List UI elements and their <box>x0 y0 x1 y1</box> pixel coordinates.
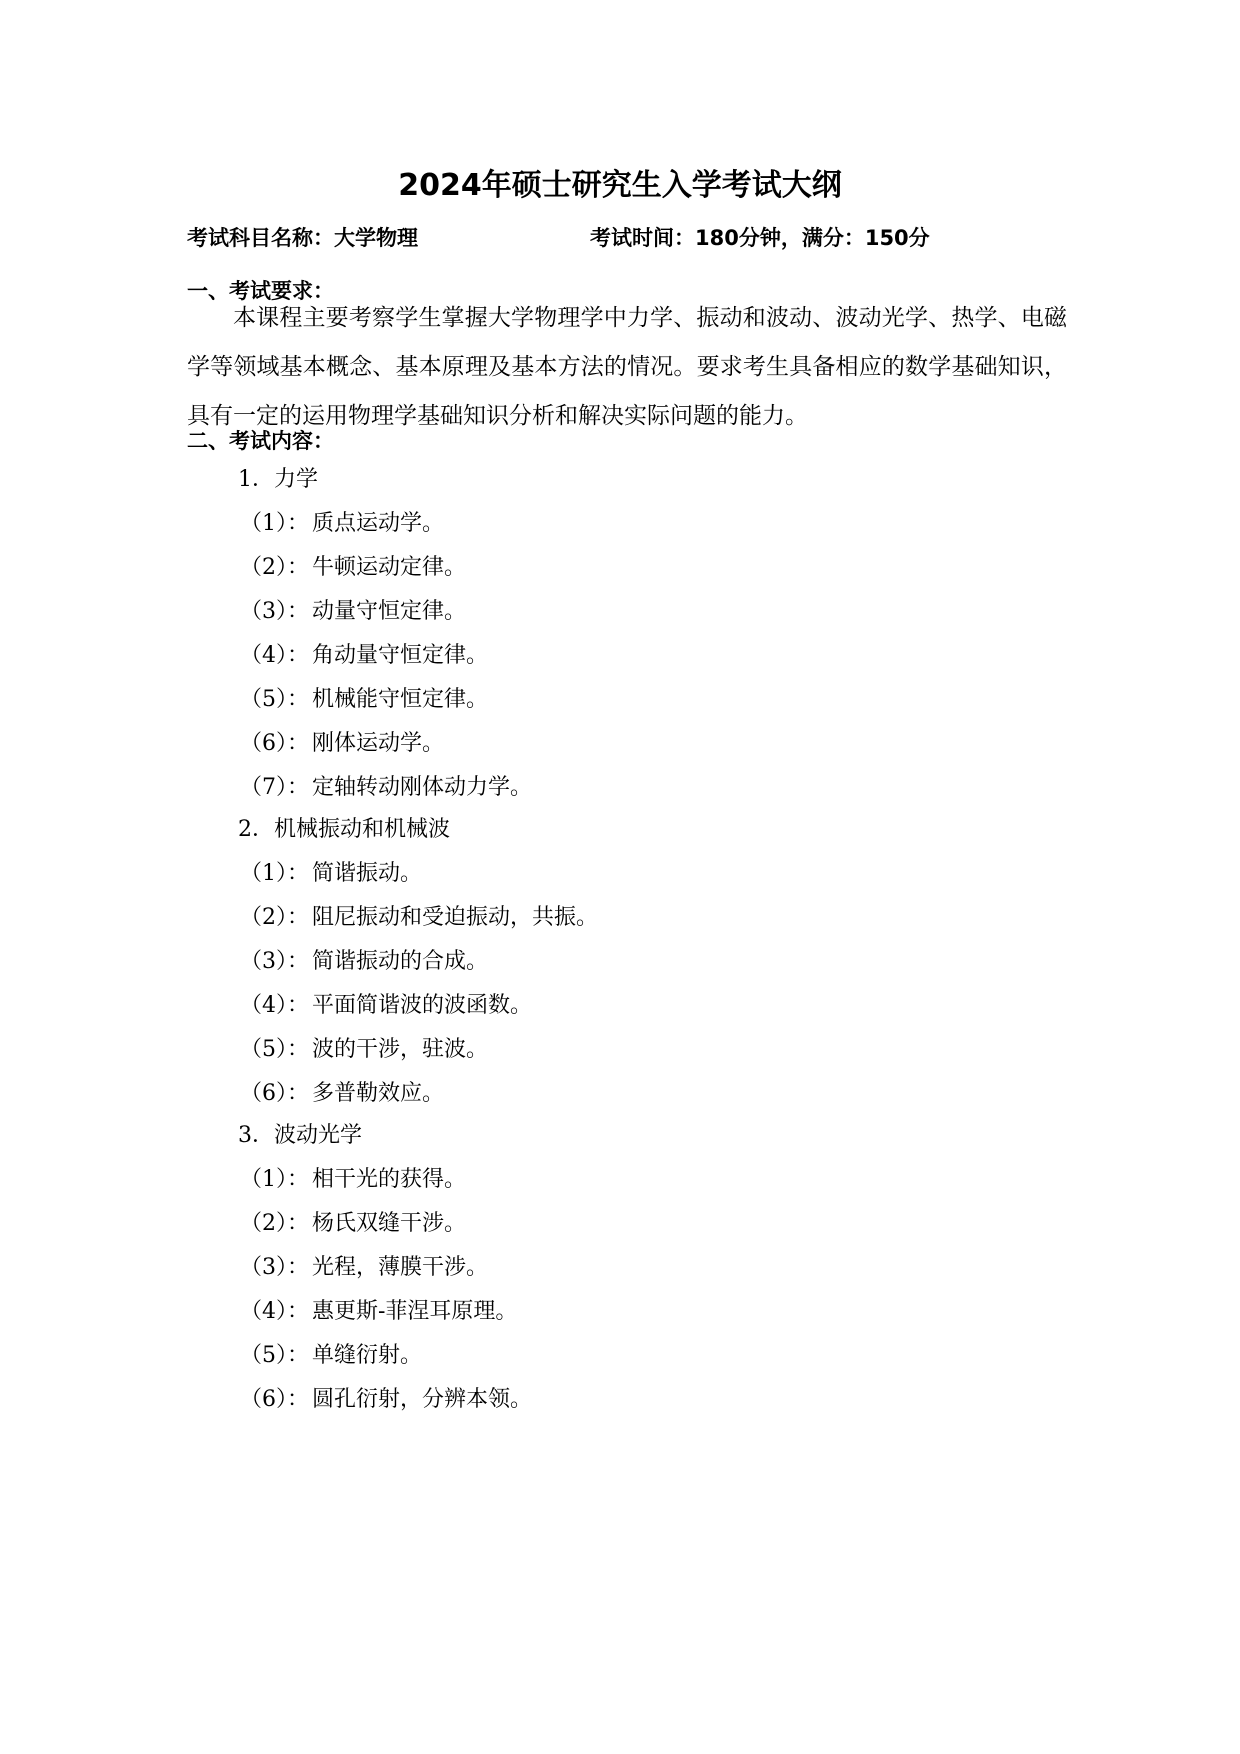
list-item: （7）： 定轴转动刚体动力学。 <box>240 775 533 800</box>
list-item: （2）： 杨氏双缝干涉。 <box>240 1211 467 1236</box>
section-heading-content: 二、考试内容： <box>187 429 334 453</box>
requirements-paragraph: 本课程主要考察学生掌握大学物理学中力学、振动和波动、波动光学、热学、电磁学等领域基本概念、基本原理及基本方法的情况。要求考生具备相应的数学基础知识，具有一定的运用物理学基础知识分析和解决实际问题的能力。 <box>187 305 1067 429</box>
list-item: （1）： 相干光的获得。 <box>240 1167 467 1192</box>
topic-heading-mechanics: 1．力学 <box>238 467 318 492</box>
list-item: （2）： 牛顿运动定律。 <box>240 555 467 580</box>
list-item: （1）： 质点运动学。 <box>240 511 445 536</box>
subject-name: 考试科目名称：大学物理 <box>187 226 418 250</box>
list-item: （3）： 简谐振动的合成。 <box>240 949 489 974</box>
list-item: （6）： 多普勒效应。 <box>240 1081 445 1106</box>
list-item: （6）： 圆孔衍射，分辨本领。 <box>240 1387 533 1412</box>
list-item: （4）： 平面简谐波的波函数。 <box>240 993 533 1018</box>
list-item: （5）： 单缝衍射。 <box>240 1343 423 1368</box>
topic-heading-vibration-waves: 2．机械振动和机械波 <box>238 817 450 842</box>
list-item: （4）： 角动量守恒定律。 <box>240 643 489 668</box>
section-heading-requirements: 一、考试要求： <box>187 279 334 303</box>
exam-time-score: 考试时间：180分钟，满分：150分 <box>590 226 930 250</box>
list-item: （5）： 机械能守恒定律。 <box>240 687 489 712</box>
list-item: （5）： 波的干涉，驻波。 <box>240 1037 489 1062</box>
page-title: 2024年硕士研究生入学考试大纲 <box>398 168 842 203</box>
list-item: （3）： 动量守恒定律。 <box>240 599 467 624</box>
list-item: （3）： 光程，薄膜干涉。 <box>240 1255 489 1280</box>
topic-heading-wave-optics: 3．波动光学 <box>238 1123 362 1148</box>
list-item: （1）： 简谐振动。 <box>240 861 423 886</box>
list-item: （2）： 阻尼振动和受迫振动，共振。 <box>240 905 599 930</box>
exam-meta <box>187 222 1087 252</box>
list-item: （4）： 惠更斯-菲涅耳原理。 <box>240 1299 518 1324</box>
list-item: （6）： 刚体运动学。 <box>240 731 445 756</box>
